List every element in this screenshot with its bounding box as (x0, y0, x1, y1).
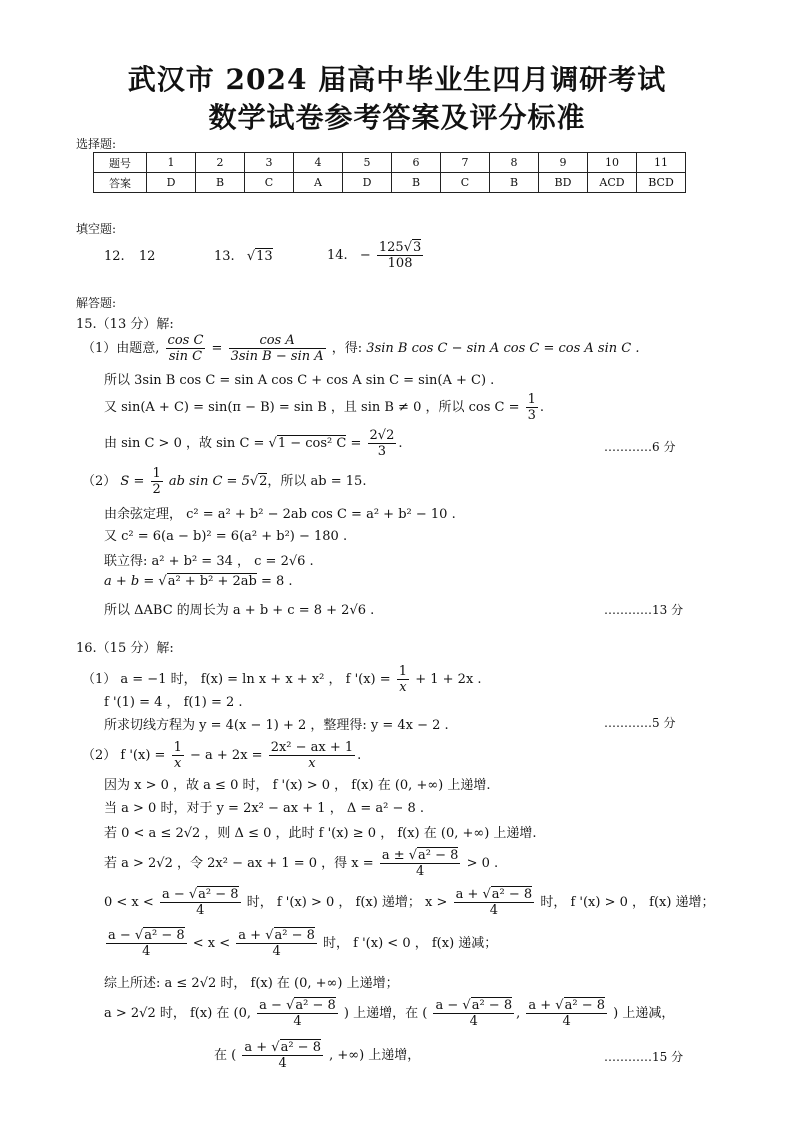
table-header-cell: 答案 (94, 173, 147, 193)
fraction: $\frac{1}{x}$ (398, 664, 408, 695)
table-row (94, 173, 686, 193)
q16-line-5: 因为 x > 0 ，故 a ≤ 0 时， f '(x) > 0 ， f(x) 在 (0, +∞) 上递增. (104, 778, 491, 793)
q15-line-1: （1）由题意, $\frac{\text{cos C}}{\text{sin C}}$ = $\frac{\text{cos A}}{\text{3sin B − sin A}}$ ，得: 3sin B cos C − sin A cos C = cos A sin C . (82, 333, 640, 364)
table-header-cell: 题号 (94, 153, 147, 173)
fraction: $\frac{\text{a + √a² − 8}}{4}$ (238, 928, 315, 959)
answer-cell: D (343, 173, 392, 193)
fraction: $\frac{\text{a − √a² − 8}}{4}$ (161, 887, 239, 918)
q16-line-11: 综上所述: a ≤ 2√2 时， f(x) 在 (0, +∞) 上递增； (104, 976, 399, 991)
page-title: 武汉市 2024 届高中毕业生四月调研考试 (127, 63, 667, 96)
q16-line-12: a > 2√2 时， f(x) 在 (0, $\frac{\text{a − √a² − 8}}{4}$ ) 上递增，在 ( $\frac{\text{a − √a² − 8}}{4}$ , $\frac{\text{a + √a² − 8}}{4}$ ) 上递减， (104, 998, 675, 1029)
text: , +∞) 上递增， (329, 1048, 421, 1063)
q15-line-2: 所以 3sin B cos C = sin A cos C + cos A sin C = sin(A + C) . (104, 373, 495, 388)
text: ) 上递增，在 ( (343, 1006, 428, 1021)
text: − a + 2x = (189, 748, 263, 763)
fraction: $\frac{\text{a + √a² − 8}}{4}$ (455, 887, 533, 918)
answer-cell: B (392, 173, 441, 193)
question-number: 7 (441, 153, 490, 173)
radicand: 1 − cos² C (277, 436, 347, 451)
solve-heading: 解答题: (76, 296, 117, 310)
fraction: $\frac{\text{2x² − ax + 1}}{x}$ (270, 740, 354, 771)
fill-heading: 填空题: (76, 222, 117, 236)
text: 时， f '(x) > 0 ， f(x) 递增； x > (246, 895, 448, 910)
answer-cell: A (294, 173, 343, 193)
question-number: 14. (327, 248, 348, 263)
q15-line-8: 联立得: a² + b² = 34 ， c = 2√6 . (104, 554, 314, 569)
q16-line-2: f '(1) = 4 ， f(1) = 2 . (104, 695, 243, 710)
text: （2） f '(x) = (82, 748, 166, 763)
fill-q14 (327, 240, 425, 271)
equation: ab sin C = 5 (168, 474, 250, 489)
q16-line-9 (104, 887, 715, 918)
text: 又 sin(A + C) = sin(π − B) = sin B ，且 sin B ≠ 0 ，所以 cos C = (104, 400, 520, 415)
text: （1） a = −1 时， f(x) = ln x + x + x² ， f '(x) = (82, 672, 391, 687)
equation: a + b = (104, 574, 155, 589)
text: a > 2√2 时， f(x) 在 (0, (104, 1006, 252, 1021)
q15-line-3: 又 sin(A + C) = sin(π − B) = sin B ，且 sin B ≠ 0 ，所以 cos C = $\frac{1}{3}$ . (104, 392, 545, 423)
q16-line-3: 所求切线方程为 y = 4(x − 1) + 2 ，整理得: y = 4x − 2 . (104, 718, 449, 733)
text: = 8 . (260, 574, 293, 589)
answer-cell: D (147, 173, 196, 193)
answer-cell: ACD (588, 173, 637, 193)
question-number: 10 (588, 153, 637, 173)
points-marker: …………6 分 (604, 440, 676, 454)
q15-line-4: 由 sin C > 0 ，故 sin C = √1 − cos² C = $\frac{2√2}{3}$ . (104, 428, 403, 459)
points-marker: …………13 分 (604, 603, 684, 617)
minus-sign: − (359, 248, 371, 263)
fraction: $\frac{1}{2}$ (152, 466, 161, 497)
question-number: 6 (392, 153, 441, 173)
q16-line-10 (104, 928, 497, 959)
q15-line-9: a + b = √a² + b² + 2ab = 8 . (104, 574, 293, 589)
text: + 1 + 2x . (415, 672, 482, 687)
question-number: 11 (637, 153, 686, 173)
question-number: 13. (214, 249, 235, 264)
fraction: $\frac{\text{a + √a² − 8}}{4}$ (528, 998, 605, 1029)
question-number: 12. (104, 249, 125, 264)
question-number: 1 (147, 153, 196, 173)
fraction: $\frac{1}{x}$ (173, 740, 182, 771)
q16-line-4: （2） f '(x) = $\frac{1}{x}$ − a + 2x = $\frac{\text{2x² − ax + 1}}{x}$ . (82, 740, 362, 771)
text: = (350, 436, 362, 451)
text: 时， f '(x) < 0 ， f(x) 递减； (323, 936, 498, 951)
answer-cell: C (441, 173, 490, 193)
fraction: $\frac{\text{cos C}}{\text{sin C}}$ (167, 333, 204, 364)
radicand: 3 (413, 240, 422, 255)
text: ，所以 ab = 15. (267, 474, 367, 489)
question-number: 4 (294, 153, 343, 173)
page-subtitle: 数学试卷参考答案及评分标准 (208, 101, 586, 134)
fill-q12 (104, 249, 155, 264)
q15-heading: 15.（13 分）解: (76, 317, 174, 332)
question-number: 5 (343, 153, 392, 173)
text: 由 sin C > 0 ，故 sin C = (104, 436, 265, 451)
table-row (94, 153, 686, 173)
text: 时， f '(x) > 0 ， f(x) 递增； (540, 895, 715, 910)
fill-q13 (214, 249, 273, 264)
q15-line-7: 又 c² = 6(a − b)² = 6(a² + b²) − 180 . (104, 529, 348, 544)
sqrt-symbol: √ (246, 249, 256, 264)
fraction: $\frac{\text{a − √a² − 8}}{4}$ (435, 998, 513, 1029)
fraction: $\frac{\text{a − √a² − 8}}{4}$ (259, 998, 336, 1029)
question-number: 8 (490, 153, 539, 173)
equation: 3sin B cos C − sin A cos C = cos A sin C . (366, 341, 640, 356)
answer-cell: B (490, 173, 539, 193)
q16-heading: 16.（15 分）解: (76, 641, 174, 656)
q16-line-13 (214, 1040, 420, 1071)
text: 0 < x < (104, 895, 154, 910)
fraction: $\frac{1}{3}$ (527, 392, 536, 423)
text: < x < (192, 936, 231, 951)
fraction: $\frac{2√2}{3}$ (369, 428, 395, 459)
fraction: $\frac{\text{a − √a² − 8}}{4}$ (108, 928, 185, 959)
q16-line-8 (104, 848, 498, 879)
answer-value: 12 (138, 249, 156, 264)
radicand: a² + b² + 2ab (167, 574, 257, 589)
fraction: $\frac{125√3}{108}$ (378, 240, 422, 271)
text: ，得: (331, 341, 363, 356)
text: （1）由题意, (82, 341, 160, 356)
q15-line-6: 由余弦定理， c² = a² + b² − 2ab cos C = a² + b² − 10 . (104, 507, 456, 522)
answer-value: 13 (256, 249, 273, 264)
text: （2） (82, 474, 117, 489)
answer-cell: BD (539, 173, 588, 193)
q15-line-5: （2） S = $\frac{1}{2}$ ab sin C = 5√2，所以 ab = 15. (82, 466, 367, 497)
mc-heading: 选择题: (76, 137, 117, 151)
question-number: 9 (539, 153, 588, 173)
denominator: 108 (387, 256, 413, 271)
answer-cell: B (196, 173, 245, 193)
answer-cell: C (245, 173, 294, 193)
answer-cell: BCD (637, 173, 686, 193)
text: 在 ( (214, 1048, 237, 1063)
q15-line-10: 所以 ΔABC 的周长为 a + b + c = 8 + 2√6 . (104, 603, 375, 618)
answer-table (93, 152, 686, 193)
text: > 0 . (466, 856, 499, 871)
points-marker: …………15 分 (604, 1050, 684, 1064)
fraction: $\frac{\text{a + √a² − 8}}{4}$ (244, 1040, 321, 1071)
text: 若 a > 2√2 ，令 2x² − ax + 1 = 0 ，得 x = (104, 856, 374, 871)
points-marker: …………5 分 (604, 716, 676, 730)
q16-line-6: 当 a > 0 时，对于 y = 2x² − ax + 1 ， Δ = a² − 8 . (104, 801, 425, 816)
text: ) 上递减， (613, 1006, 675, 1021)
question-number: 2 (196, 153, 245, 173)
question-number: 3 (245, 153, 294, 173)
q16-line-7: 若 0 < a ≤ 2√2 ，则 Δ ≤ 0 ，此时 f '(x) ≥ 0 ， f(x) 在 (0, +∞) 上递增. (104, 826, 537, 841)
fraction: $\frac{\text{cos A}}{\text{3sin B − sin A}}$ (230, 333, 324, 364)
fraction: $\frac{\text{a ± √a² − 8}}{4}$ (381, 848, 459, 879)
numerator: 125 (378, 240, 404, 255)
